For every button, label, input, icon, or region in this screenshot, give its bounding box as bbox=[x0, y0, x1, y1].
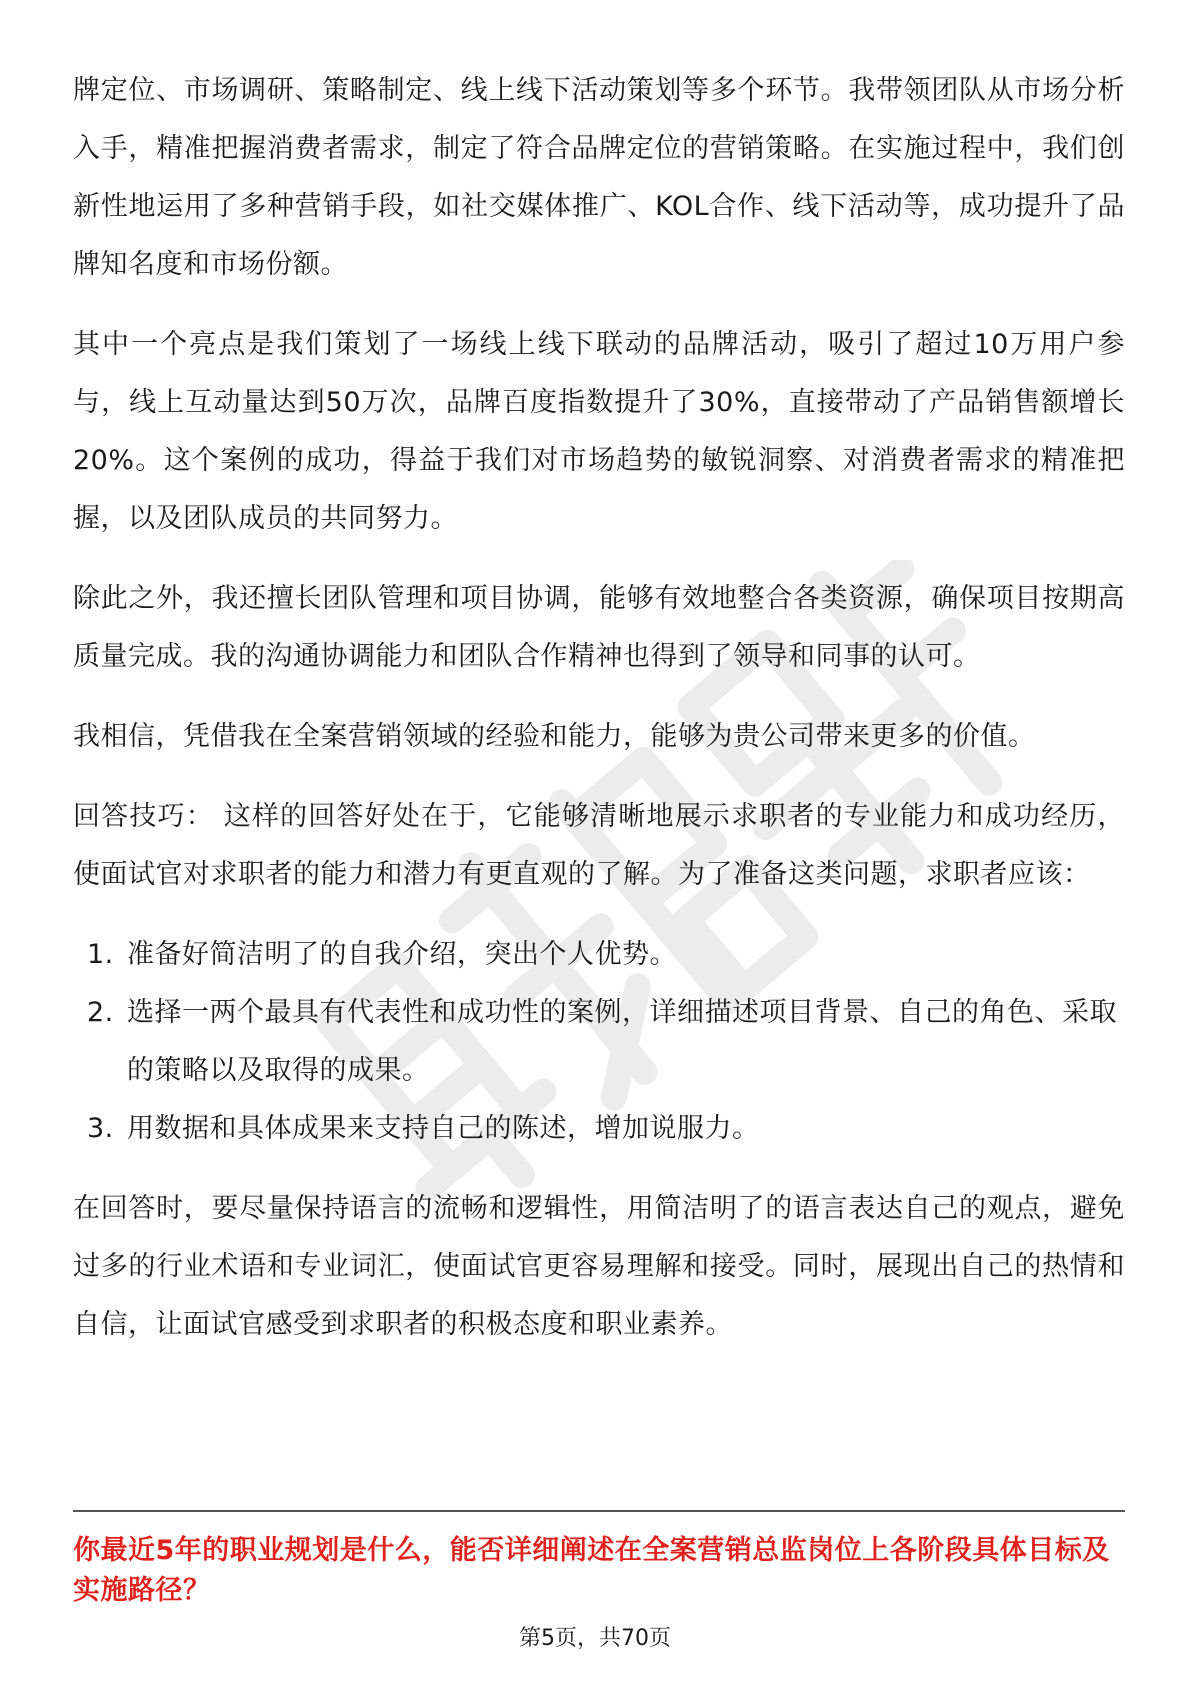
tip-number: 1. bbox=[87, 939, 114, 970]
document-body bbox=[73, 62, 1125, 1376]
tips-list bbox=[73, 926, 1125, 1158]
next-question-heading: 你最近5年的职业规划是什么，能否详细阐述在全案营销总监岗位上各阶段具体目标及实施路径？ bbox=[73, 1535, 1110, 1606]
tip-number: 2. bbox=[87, 997, 114, 1028]
tip-item bbox=[73, 1100, 1125, 1158]
tip-text: 选择一两个最具有代表性和成功性的案例，详细描述项目背景、自己的角色、采取的策略以及取得的成果。 bbox=[127, 997, 1117, 1086]
tip-text: 准备好简洁明了的自我介绍，突出个人优势。 bbox=[127, 939, 677, 970]
tip-item bbox=[73, 926, 1125, 984]
section-divider bbox=[73, 1510, 1125, 1512]
tip-intro: 回答技巧： 这样的回答好处在于，它能够清晰地展示求职者的专业能力和成功经历，使面试官对求职者的能力和潜力有更直观的了解。为了准备这类问题，求职者应该： bbox=[73, 801, 1125, 890]
answer-paragraph-2: 其中一个亮点是我们策划了一场线上线下联动的品牌活动，吸引了超过10万用户参与，线上互动量达到50万次，品牌百度指数提升了30%，直接带动了产品销售额增长20%。这个案例的成功，得益于我们对市场趋势的敏锐洞察、对消费者需求的精准把握，以及团队成员的共同努力。 bbox=[73, 329, 1125, 534]
answer-paragraph-4: 我相信，凭借我在全案营销领域的经验和能力，能够为贵公司带来更多的价值。 bbox=[73, 721, 1036, 752]
page-footer: 第5页，共70页 bbox=[519, 1626, 671, 1651]
tip-text: 用数据和具体成果来支持自己的陈述，增加说服力。 bbox=[127, 1113, 760, 1144]
answer-paragraph-3: 除此之外，我还擅长团队管理和项目协调，能够有效地整合各类资源，确保项目按期高质量完成。我的沟通协调能力和团队合作精神也得到了领导和同事的认可。 bbox=[73, 583, 1125, 672]
tip-item bbox=[73, 984, 1125, 1100]
answer-paragraph-1: 牌定位、市场调研、策略制定、线上线下活动策划等多个环节。我带领团队从市场分析入手，精准把握消费者需求，制定了符合品牌定位的营销策略。在实施过程中，我们创新性地运用了多种营销手段，如社交媒体推广、KOL合作、线下活动等，成功提升了品牌知名度和市场份额。 bbox=[73, 75, 1125, 280]
tip-number: 3. bbox=[87, 1113, 114, 1144]
closing-paragraph: 在回答时，要尽量保持语言的流畅和逻辑性，用简洁明了的语言表达自己的观点，避免过多的行业术语和专业词汇，使面试官更容易理解和接受。同时，展现出自己的热情和自信，让面试官感受到求职者的积极态度和职业素养。 bbox=[73, 1193, 1125, 1340]
